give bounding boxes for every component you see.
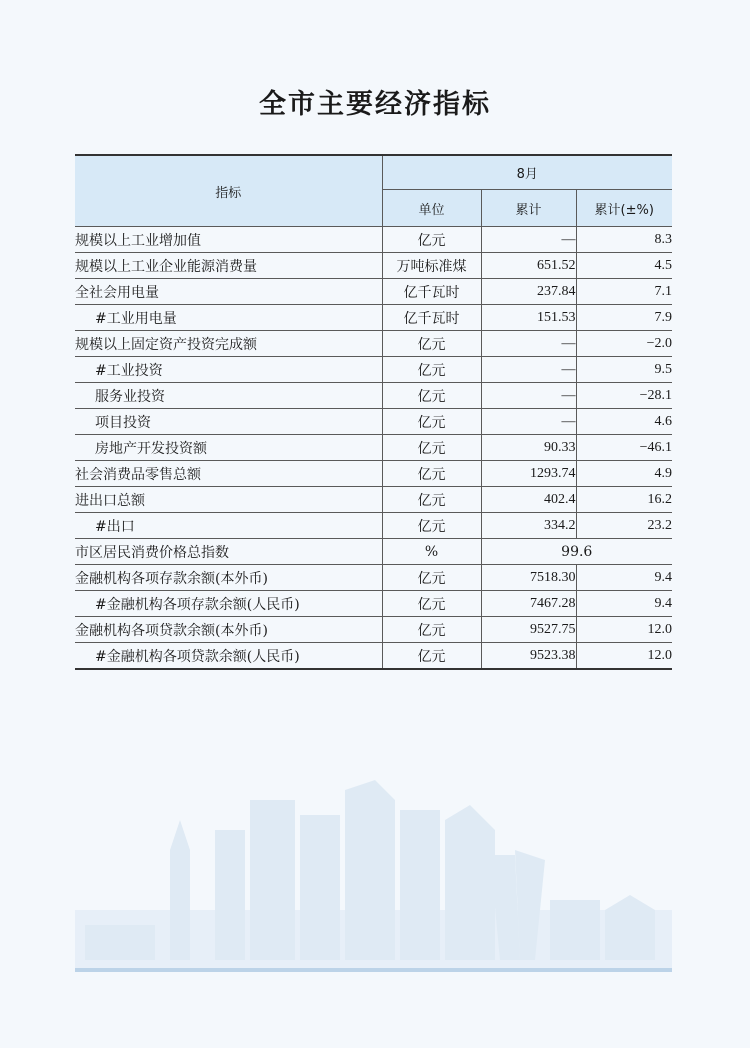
indicator-unit: 亿元 [382,331,481,357]
table-row [75,357,672,383]
indicator-unit: 亿元 [382,357,481,383]
indicator-value: — [481,409,576,435]
header-change: 累计(±%) [576,190,672,227]
indicator-name: #金融机构各项存款余额(人民币) [75,591,382,617]
indicator-name: 房地产开发投资额 [75,435,382,461]
indicator-value: 651.52 [481,253,576,279]
page-title: 全市主要经济指标 [259,89,491,120]
table-row [75,279,672,305]
indicator-change: −46.1 [576,435,672,461]
indicator-value: 151.53 [481,305,576,331]
indicator-change: 9.5 [576,357,672,383]
indicator-change: 4.9 [576,461,672,487]
table-row [75,227,672,253]
indicator-value: 7518.30 [481,565,576,591]
table-row [75,331,672,357]
indicator-value: 90.33 [481,435,576,461]
indicator-value: — [481,357,576,383]
indicator-value: 99.6 [481,539,672,565]
indicator-unit: 亿千瓦时 [382,305,481,331]
indicator-value: 7467.28 [481,591,576,617]
indicator-unit: 万吨标准煤 [382,253,481,279]
indicator-change: −2.0 [576,331,672,357]
city-skyline-illustration [75,760,672,972]
indicator-value: 402.4 [481,487,576,513]
header-unit: 单位 [382,190,481,227]
indicator-unit: 亿元 [382,643,481,670]
table-row [75,253,672,279]
indicator-change: 9.4 [576,565,672,591]
table-row [75,643,672,670]
indicator-value: — [481,331,576,357]
indicator-name: 全社会用电量 [75,279,382,305]
indicator-change: −28.1 [576,383,672,409]
table-row [75,513,672,539]
indicator-change: 23.2 [576,513,672,539]
indicator-name: #工业投资 [75,357,382,383]
indicator-change: 16.2 [576,487,672,513]
indicator-unit: 亿元 [382,513,481,539]
indicator-name: 规模以上工业企业能源消费量 [75,253,382,279]
indicator-unit: 亿元 [382,461,481,487]
table-row [75,435,672,461]
indicator-change: 4.5 [576,253,672,279]
indicator-unit: 亿元 [382,227,481,253]
indicator-change: 7.1 [576,279,672,305]
table-row [75,383,672,409]
table-row [75,617,672,643]
indicator-change: 4.6 [576,409,672,435]
indicator-name: #金融机构各项贷款余额(人民币) [75,643,382,670]
indicator-unit: 亿元 [382,591,481,617]
indicator-change: 12.0 [576,617,672,643]
indicator-unit: 亿元 [382,435,481,461]
indicator-name: 金融机构各项存款余额(本外币) [75,565,382,591]
indicator-unit: 亿元 [382,565,481,591]
indicator-unit: 亿元 [382,409,481,435]
indicator-change: 7.9 [576,305,672,331]
indicator-value: 1293.74 [481,461,576,487]
indicator-unit: 亿元 [382,487,481,513]
table-row [75,305,672,331]
indicator-name: 市区居民消费价格总指数 [75,539,382,565]
economic-indicators-table [75,154,672,670]
header-cumulative: 累计 [481,190,576,227]
indicator-name: #工业用电量 [75,305,382,331]
header-indicator: 指标 [75,155,382,227]
indicator-name: 规模以上固定资产投资完成额 [75,331,382,357]
indicator-name: 规模以上工业增加值 [75,227,382,253]
header-period: 8月 [382,155,672,190]
table-row [75,591,672,617]
indicator-unit: 亿千瓦时 [382,279,481,305]
indicator-value: 237.84 [481,279,576,305]
indicator-name: 金融机构各项贷款余额(本外币) [75,617,382,643]
table-row [75,487,672,513]
table-row [75,461,672,487]
indicator-name: 项目投资 [75,409,382,435]
indicator-change: 12.0 [576,643,672,670]
table-row [75,565,672,591]
table-row [75,539,672,565]
indicator-unit: % [382,539,481,565]
indicator-name: 服务业投资 [75,383,382,409]
indicator-value: 334.2 [481,513,576,539]
indicator-unit: 亿元 [382,617,481,643]
indicator-value: 9523.38 [481,643,576,670]
indicator-change: 8.3 [576,227,672,253]
indicator-name: #出口 [75,513,382,539]
indicator-value: — [481,383,576,409]
table-row [75,409,672,435]
indicator-value: — [481,227,576,253]
indicator-name: 社会消费品零售总额 [75,461,382,487]
indicator-value: 9527.75 [481,617,576,643]
indicator-name: 进出口总额 [75,487,382,513]
indicator-change: 9.4 [576,591,672,617]
indicator-unit: 亿元 [382,383,481,409]
